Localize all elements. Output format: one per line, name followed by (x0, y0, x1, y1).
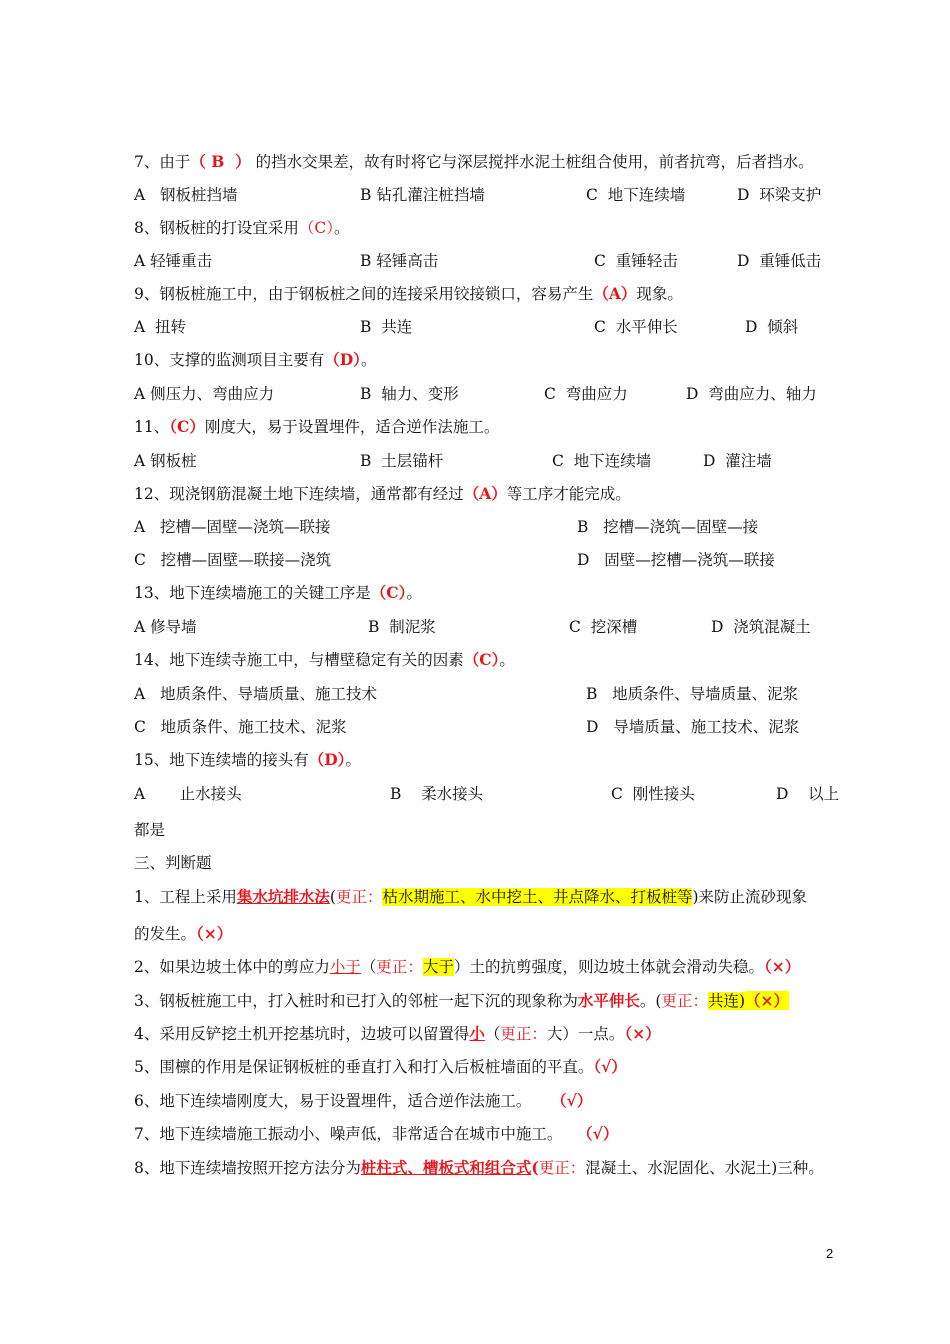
correction-label: 更正： (500, 1025, 547, 1043)
question-text: 12、现浇钢筋混凝土地下连续墙，通常都有经过 (134, 485, 464, 503)
option-d: D 固壁—挖槽—浇筑—联接 (577, 551, 775, 569)
judgement-mark: （×） (196, 924, 233, 943)
options-12-cd (134, 547, 854, 573)
wrong-term: 集水坑排水法 (236, 887, 330, 906)
page-number: 2 (826, 1246, 834, 1261)
correction-text: 枯水期施工、水中挖土、井点降水、打板桩等 (382, 888, 693, 906)
question-text: 。 (406, 584, 422, 602)
option-b: B 共连 (360, 318, 413, 336)
question-text: 的挡水交果差，故有时将它与深层搅拌水泥土桩组合使用，前者抗弯，后者挡水。 (250, 153, 814, 171)
question-text: 14、地下连续寺施工中，与槽壁稳定有关的因素 (134, 651, 464, 669)
option-d: D 以上 (776, 785, 840, 803)
question-13 (134, 580, 854, 606)
wrong-term: 小 (469, 1024, 485, 1043)
options-9 (134, 314, 854, 340)
option-c: C 挖深槽 (569, 618, 638, 636)
option-b: B 挖槽—浇筑—固壁—接 (577, 518, 759, 536)
question-11 (134, 414, 854, 440)
answer-mark: （C） (169, 417, 205, 436)
options-12-ab (134, 514, 854, 540)
option-a: A 止水接头 (134, 785, 242, 803)
option-b: B 轴力、变形 (360, 385, 459, 403)
answer-mark: （A） (593, 284, 637, 303)
tf-item-6 (134, 1088, 854, 1114)
correction-text: 共连 (707, 992, 739, 1010)
question-10 (134, 347, 854, 373)
question-text: 。 (345, 751, 361, 769)
option-a: A 修导墙 (134, 618, 197, 636)
question-text: 8、钢板桩的打设宜采用 (134, 219, 299, 237)
statement-text: 2、如果边坡土体中的剪应力 (134, 958, 330, 976)
tf-item-4 (134, 1021, 854, 1047)
question-text: 10、支撑的监测项目主要有 (134, 351, 325, 369)
answer-mark: （C） (463, 650, 500, 669)
options-8 (134, 248, 854, 274)
question-text: 。 (360, 351, 377, 369)
option-c: C 地下连续墙 (552, 452, 652, 470)
answer-mark: （C） (298, 219, 334, 237)
statement-text: 4、采用反铲挖土机开挖基坑时，边坡可以留置得 (134, 1025, 470, 1043)
judgement-mark: （×） (763, 957, 801, 976)
wrong-term: 水平伸长 (577, 991, 640, 1010)
statement-text: 5、围檩的作用是保证钢板桩的垂直打入和打入后板桩墙面的平直。 (134, 1058, 594, 1076)
option-a: A 侧压力、弯曲应力 (134, 385, 275, 403)
correction-label: 更正： (538, 1159, 586, 1177)
correction-text: 大）一点。 (546, 1025, 625, 1043)
option-d: D 弯曲应力、轴力 (686, 385, 817, 403)
option-a: A 挖槽—固壁—浇筑—联接 (134, 518, 331, 536)
options-15-wrap (134, 817, 854, 843)
question-15 (134, 747, 854, 773)
option-d: D 环梁支护 (737, 186, 822, 204)
question-text: 15、地下连续墙的接头有 (134, 751, 309, 769)
option-b: B 钻孔灌注桩挡墙 (360, 186, 485, 204)
option-d: D 浇筑混凝土 (711, 618, 811, 636)
correction-label: 更正： (376, 958, 423, 976)
question-text: 现象。 (636, 285, 683, 303)
wrong-term: 桩柱式、槽板式和组合式 (360, 1158, 532, 1177)
options-14-ab (134, 681, 854, 707)
correction-text: 大于 (422, 958, 454, 976)
answer-mark: （D） (324, 350, 361, 369)
judgement-mark: （×） (624, 1024, 661, 1043)
statement-text: 8、地下连续墙按照开挖方法分为 (134, 1159, 361, 1177)
question-text: 刚度大，易于设置埋件，适合逆作法施工。 (204, 418, 500, 436)
bracket: （ (360, 958, 377, 976)
question-text: 9、钢板桩施工中，由于钢板桩之间的连接采用铰接锁口，容易产生 (134, 285, 594, 303)
option-c: C 重锤轻击 (594, 252, 678, 270)
option-b: B 制泥浆 (368, 618, 436, 636)
option-a: A 地质条件、导墙质量、施工技术 (134, 685, 377, 703)
option-b: B 柔水接头 (390, 785, 484, 803)
option-a: A 轻锤重击 (134, 252, 213, 270)
statement-text: 1、工程上采用 (134, 888, 237, 906)
bracket: ( (531, 1158, 539, 1177)
question-text: 13、地下连续墙施工的关键工序是 (134, 584, 371, 602)
options-14-cd (134, 714, 854, 740)
question-text: 等工序才能完成。 (506, 485, 631, 503)
judgement-mark: （√） (593, 1057, 627, 1076)
options-11 (134, 448, 854, 474)
option-c: C 弯曲应力 (544, 385, 628, 403)
statement-text: )来防止流砂现象 (692, 888, 808, 906)
option-c: C 挖槽—固壁—联接—浇筑 (134, 551, 332, 569)
option-d-continued: 都是 (134, 821, 166, 839)
judgement-mark: （√） (577, 1124, 619, 1143)
bracket: ( (329, 888, 336, 906)
answer-mark: （C） (370, 583, 407, 602)
answer-mark: （D） (308, 750, 346, 769)
answer-mark: （ B ） (190, 152, 251, 171)
option-b: B 轻锤高击 (360, 252, 439, 270)
question-12 (134, 481, 854, 507)
statement-text: ）土的抗剪强度，则边坡土体就会滑动失稳。 (453, 958, 764, 976)
tf-item-5 (134, 1054, 854, 1080)
question-9 (134, 281, 854, 307)
options-15 (134, 781, 854, 807)
option-d: D 灌注墙 (703, 452, 772, 470)
correction-label: 更正： (661, 992, 708, 1010)
option-c: C 刚性接头 (611, 785, 695, 803)
option-a: A 钢板桩挡墙 (134, 186, 238, 204)
option-a: A 钢板桩 (134, 452, 197, 470)
tf-item-1 (134, 884, 854, 910)
tf-item-1-wrap (134, 921, 854, 947)
tf-item-3 (134, 988, 854, 1014)
tf-item-7 (134, 1121, 854, 1147)
tf-item-8 (134, 1155, 854, 1181)
option-a: A 扭转 (134, 318, 187, 336)
options-7 (134, 182, 854, 208)
question-7 (134, 149, 854, 175)
option-c: C 地质条件、施工技术、泥浆 (134, 718, 347, 736)
question-text: 。 (334, 219, 350, 237)
question-text: 。 (499, 651, 515, 669)
question-text: 11、 (134, 418, 170, 436)
judgement-mark: （√） (551, 1091, 593, 1110)
statement-text: 的发生。 (134, 925, 197, 943)
option-d: D 倾斜 (745, 318, 799, 336)
statement-text: 7、地下连续墙施工振动小、噪声低，非常适合在城市中施工。 (134, 1125, 578, 1143)
bracket: 。( (639, 992, 662, 1010)
section-title: 三、判断题 (134, 854, 212, 872)
options-10 (134, 381, 854, 407)
judgement-mark: （×） (745, 991, 790, 1010)
question-8 (134, 215, 854, 241)
question-text: 7、由于 (134, 153, 191, 171)
bracket: （ (484, 1025, 501, 1043)
section-heading (134, 850, 854, 876)
option-d: D 导墙质量、施工技术、泥浆 (586, 718, 800, 736)
correction-text: 混凝土、水泥固化、水泥土)三种。 (585, 1159, 824, 1177)
option-b: B 地质条件、导墙质量、泥浆 (586, 685, 799, 703)
option-c: C 水平伸长 (594, 318, 678, 336)
answer-mark: （A） (463, 484, 507, 503)
correction-label: 更正： (335, 888, 383, 906)
statement-text: 3、钢板桩施工中，打入桩时和已打入的邻桩一起下沉的现象称为 (134, 992, 578, 1010)
wrong-term: 小于 (329, 958, 361, 976)
option-c: C 地下连续墙 (586, 186, 686, 204)
bracket: ) (738, 992, 746, 1010)
option-b: B 土层锚杆 (360, 452, 444, 470)
question-14 (134, 647, 854, 673)
options-13 (134, 614, 854, 640)
tf-item-2 (134, 954, 854, 980)
statement-text: 6、地下连续墙刚度大，易于设置埋件，适合逆作法施工。 (134, 1092, 552, 1110)
option-d: D 重锤低击 (737, 252, 822, 270)
